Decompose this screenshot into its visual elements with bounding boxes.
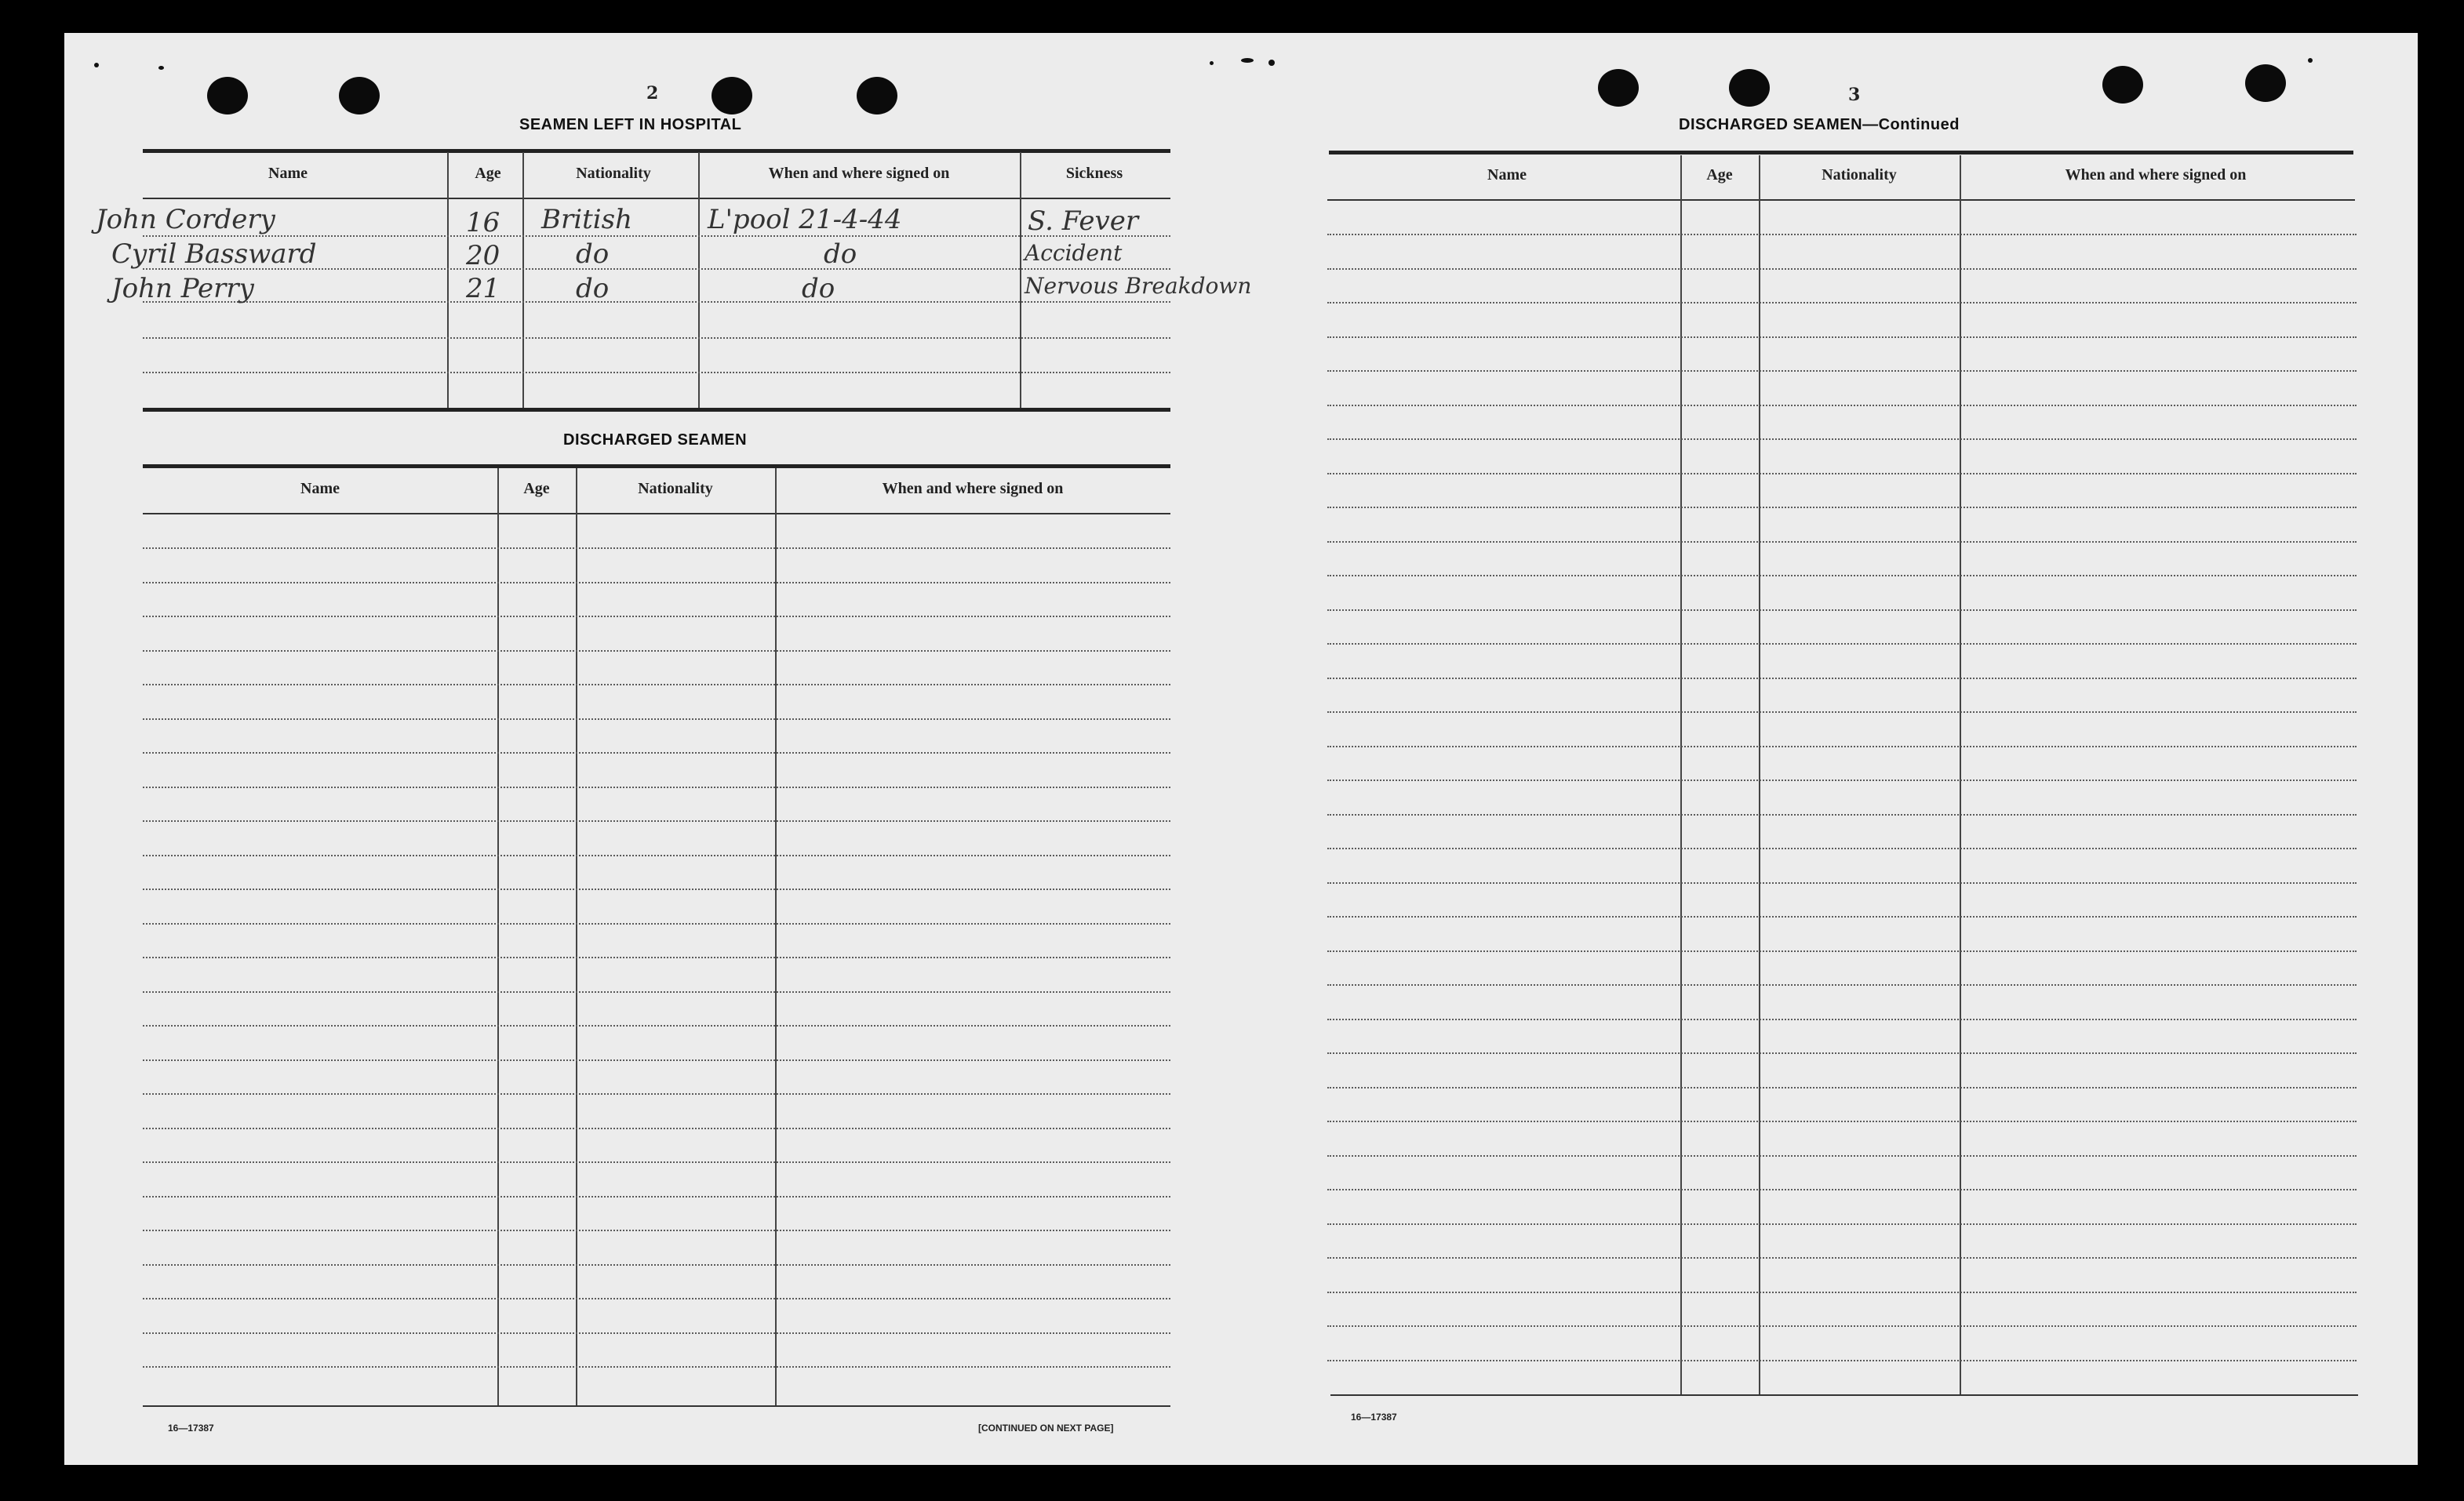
ruled-row-line xyxy=(1327,336,2357,338)
hospital-row-1-age: 16 xyxy=(466,207,500,238)
hospital-row-3-sickness: Nervous Breakdown xyxy=(1025,273,1252,299)
ruled-row-line xyxy=(1327,268,2357,270)
hospital-row-1-sickness: S. Fever xyxy=(1028,205,1139,237)
ruled-row-line xyxy=(1327,984,2357,986)
ruled-row-line xyxy=(143,1332,1170,1334)
ruled-row-line xyxy=(143,752,1170,754)
ruled-row-line xyxy=(143,1128,1170,1129)
ruled-row-line xyxy=(143,1366,1170,1368)
hospital-row-line xyxy=(143,235,1170,237)
ruled-row-line xyxy=(143,1264,1170,1266)
right-col-age: Age xyxy=(1706,166,1733,184)
page-number-left: 2 xyxy=(646,83,659,104)
scan-speck xyxy=(2308,58,2313,63)
hospital-row-2-sickness: Accident xyxy=(1025,240,1123,266)
hospital-col-sickness: Sickness xyxy=(1065,165,1123,182)
hospital-row-3-age: 21 xyxy=(466,273,500,304)
hospital-row-line xyxy=(143,301,1170,303)
hospital-col-nationality: Nationality xyxy=(576,165,651,182)
hospital-row-3-signed-on: do xyxy=(802,273,835,304)
ruled-row-line xyxy=(143,1025,1170,1027)
hospital-row-line xyxy=(143,337,1170,339)
ruled-row-line xyxy=(1327,405,2357,406)
ruled-row-line xyxy=(143,787,1170,788)
hospital-col-signed-on: When and where signed on xyxy=(768,165,950,182)
hospital-vline xyxy=(522,152,524,408)
hospital-col-age: Age xyxy=(475,165,501,182)
ruled-row-line xyxy=(1327,1257,2357,1259)
discharged-col-name: Name xyxy=(300,480,340,497)
ruled-row-line xyxy=(1327,1155,2357,1157)
ruled-row-line xyxy=(1327,609,2357,611)
ruled-row-line xyxy=(143,1161,1170,1163)
punch-hole xyxy=(2102,66,2143,104)
scan-speck xyxy=(94,63,99,67)
ruled-row-line xyxy=(1327,1360,2357,1361)
ruled-row-line xyxy=(1327,711,2357,713)
ruled-row-line xyxy=(1327,575,2357,576)
hospital-row-3-name: John Perry xyxy=(111,273,254,304)
ruled-row-line xyxy=(143,650,1170,652)
right-col-name: Name xyxy=(1487,166,1527,184)
ruled-row-line xyxy=(1327,643,2357,645)
hospital-col-name: Name xyxy=(268,165,308,182)
right-top-rule xyxy=(1329,151,2353,154)
discharged-bottom-rule xyxy=(143,1405,1170,1407)
ruled-row-line xyxy=(143,1230,1170,1231)
ruled-row-line xyxy=(1327,746,2357,747)
ruled-row-line xyxy=(1327,1292,2357,1293)
hospital-row-2-name: Cyril Bassward xyxy=(111,238,317,270)
ruled-row-line xyxy=(143,718,1170,720)
discharged-header-rule xyxy=(143,513,1170,514)
hospital-header-rule xyxy=(143,198,1170,199)
discharged-top-rule xyxy=(143,464,1170,468)
ruled-row-line xyxy=(143,1298,1170,1299)
ruled-row-line xyxy=(1327,234,2357,235)
form-number-right: 16—17387 xyxy=(1351,1412,1397,1423)
hospital-row-line xyxy=(143,372,1170,373)
right-header-rule xyxy=(1327,199,2355,201)
ruled-row-line xyxy=(143,991,1170,993)
ruled-row-line xyxy=(1327,1121,2357,1122)
scan-speck xyxy=(158,66,164,70)
ruled-row-line xyxy=(143,889,1170,890)
ruled-row-line xyxy=(143,684,1170,685)
scan-speck xyxy=(1210,61,1214,65)
ruled-row-line xyxy=(1327,916,2357,918)
hospital-row-1-signed-on: L'pool 21-4-44 xyxy=(708,204,902,235)
ruled-row-line xyxy=(143,616,1170,617)
ruled-row-line xyxy=(1327,1325,2357,1327)
ruled-row-line xyxy=(1327,678,2357,679)
form-number-left: 16—17387 xyxy=(168,1423,214,1434)
ruled-row-line xyxy=(143,1196,1170,1198)
ruled-row-line xyxy=(1327,1052,2357,1054)
right-col-signed-on: When and where signed on xyxy=(2065,166,2247,184)
ruled-row-line xyxy=(143,547,1170,549)
punch-hole xyxy=(712,77,752,114)
hospital-row-3-nationality: do xyxy=(576,273,610,304)
hospital-top-rule xyxy=(143,149,1170,153)
ruled-row-line xyxy=(1327,1189,2357,1190)
right-col-nationality: Nationality xyxy=(1822,166,1897,184)
ruled-row-line xyxy=(1327,473,2357,474)
ruled-row-line xyxy=(1327,1223,2357,1225)
ruled-row-line xyxy=(1327,1087,2357,1088)
discharged-col-nationality: Nationality xyxy=(638,480,713,497)
ledger-sheet xyxy=(64,33,2418,1465)
ruled-row-line xyxy=(1327,370,2357,372)
ruled-row-line xyxy=(1327,541,2357,543)
punch-hole xyxy=(857,77,897,114)
right-vline xyxy=(1759,155,1760,1394)
ruled-row-line xyxy=(143,923,1170,925)
ruled-row-line xyxy=(1327,882,2357,884)
ruled-row-line xyxy=(1327,814,2357,816)
ruled-row-line xyxy=(143,582,1170,583)
ruled-row-line xyxy=(1327,302,2357,303)
discharged-col-age: Age xyxy=(523,480,550,497)
hospital-row-2-age: 20 xyxy=(466,240,500,271)
scan-speck xyxy=(1268,60,1275,66)
punch-hole xyxy=(207,77,248,114)
discharged-section-title: DISCHARGED SEAMEN xyxy=(563,431,748,449)
punch-hole xyxy=(2245,64,2286,102)
ruled-row-line xyxy=(1327,780,2357,781)
ruled-row-line xyxy=(1327,1019,2357,1020)
discharged-col-signed-on: When and where signed on xyxy=(882,480,1064,497)
hospital-vline xyxy=(698,152,700,408)
ruled-row-line xyxy=(143,957,1170,958)
hospital-vline xyxy=(1020,152,1021,408)
ruled-row-line xyxy=(143,1059,1170,1061)
scan-speck xyxy=(1241,58,1254,63)
discharged-cont-section-title: DISCHARGED SEAMEN—Continued xyxy=(1679,116,1960,133)
ruled-row-line xyxy=(1327,848,2357,849)
punch-hole xyxy=(1598,69,1639,107)
page-number-right: 3 xyxy=(1848,85,1861,105)
hospital-row-1-nationality: British xyxy=(541,204,632,235)
punch-hole xyxy=(1729,69,1770,107)
ruled-row-line xyxy=(143,1093,1170,1095)
continued-note: [CONTINUED ON NEXT PAGE] xyxy=(978,1423,1114,1434)
ruled-row-line xyxy=(143,820,1170,822)
ruled-row-line xyxy=(1327,507,2357,508)
hospital-section-title: SEAMEN LEFT IN HOSPITAL xyxy=(519,116,742,133)
hospital-row-2-nationality: do xyxy=(576,238,610,270)
ruled-row-line xyxy=(1327,438,2357,440)
hospital-row-1-name: John Cordery xyxy=(96,204,275,235)
hospital-row-2-signed-on: do xyxy=(824,238,857,270)
right-bottom-rule xyxy=(1330,1394,2358,1396)
ruled-row-line xyxy=(143,855,1170,856)
right-vline xyxy=(1960,155,1961,1394)
punch-hole xyxy=(339,77,380,114)
hospital-bottom-rule xyxy=(143,408,1170,412)
hospital-vline xyxy=(447,152,449,408)
ruled-row-line xyxy=(1327,950,2357,952)
right-vline xyxy=(1680,155,1682,1394)
